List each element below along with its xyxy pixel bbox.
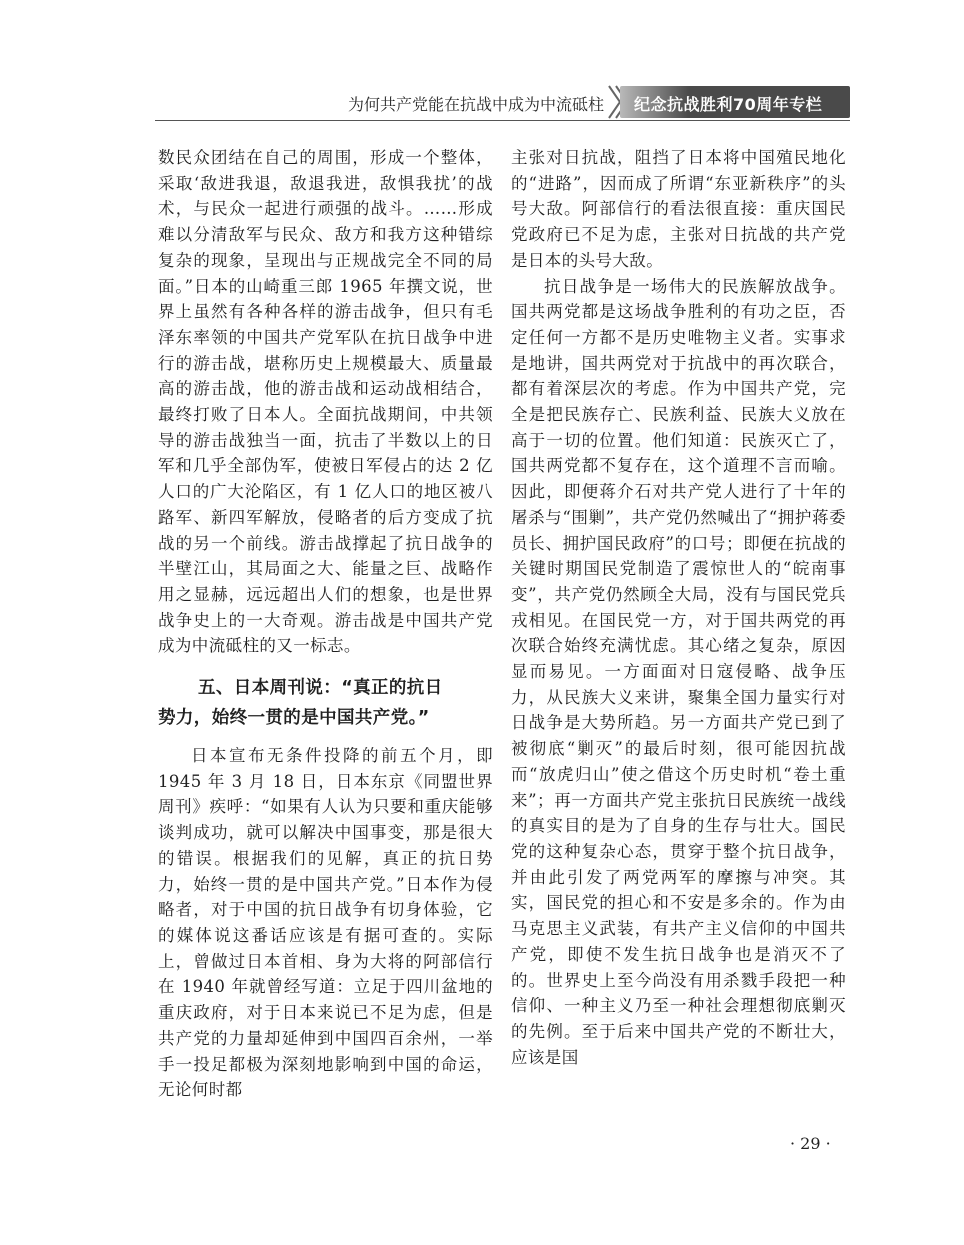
right-column xyxy=(511,145,846,1070)
right-paragraph-1: 主张对日抗战，阻挡了日本将中国殖民地化的“进路”，因而成了所谓“东亚新秩序”的头号大敌。阿部信行的看法很直接：重庆国民党政府已不足为虑，主张对日抗战的共产党是日本的头号大敌。 xyxy=(511,148,846,270)
left-column xyxy=(158,145,493,1103)
right-paragraph-2: 抗日战争是一场伟大的民族解放战争。国共两党都是这场战争胜利的有功之臣，否定任何一方都不是历史唯物主义者。实事求是地讲，国共两党对于抗战中的再次联合，都有着深层次的考虑。作为中国共产党，完全是把民族存亡、民族利益、民族大义放在高于一切的位置。他们知道：民族灭亡了，国共两党都不复存在，这个道理不言而喻。因此，即便蒋介石对共产党人进行了十年的屠杀与“围剿”，共产党仍然喊出了“拥护蒋委员长、拥护国民政府”的口号；即便在抗战的关键时期国民党制造了震惊世人的“皖南事变”，共产党仍然顾全大局，没有与国民党兵戎相见。在国民党一方，对于国共两党的再次联合始终充满忧虑。其心绪之复杂，原因显而易见。一方面面对日寇侵略、战争压力，从民族大义来讲，聚集全国力量实行对日战争是大势所趋。另一方面共产党已到了被彻底“剿灭”的最后时刻，很可能因抗战而“放虎归山”使之借这个历史时机“卷土重来”；再一方面共产党主张抗日民族统一战线的真实目的是为了自身的生存与壮大。国民党的这种复杂心态，贯穿于整个抗日战争，并由此引发了两党两军的摩擦与冲突。其实，国民党的担心和不安是多余的。作为由马克思主义武装，有共产主义信仰的中国共产党，即使不发生抗日战争也是消灭不了的。世界史上至今尚没有用杀戮手段把一种信仰、一种主义乃至一种社会理想彻底剿灭的先例。至于后来中国共产党的不断壮大，应该是国 xyxy=(511,276,846,1067)
left-paragraph-1: 数民众团结在自己的周围，形成一个整体，采取‘敌进我退，敌退我进，敌惧我扰’的战术，与民众一起进行顽强的战斗。……形成难以分清敌军与民众、敌方和我方这种错综复杂的现象，呈现出与正规战完全不同的局面。”日本的山崎重三郎 1965 年撰文说，世界上虽然有各种各样的游击战争，但只有毛泽东率领的中国共产党军队在抗日战争中进行的游击战，堪称历史上规模最大、质量最高的游击战，他的游击战和运动战相结合，最终打败了日本人。全面抗战期间，中共领导的游击战独当一面，抗击了半数以上的日军和几乎全部伪军，使被日军侵占的达 2 亿人口的广大沦陷区，有 1 亿人口的地区被八路军、新四军解放，侵略者的后方变成了抗战的另一个前线。游击战撑起了抗日战争的半壁江山，其局面之大、能量之巨、战略作用之显赫，远远超出人们的想象，也是世界战争史上的一大奇观。游击战是中国共产党成为中流砥柱的又一标志。 xyxy=(158,148,493,656)
left-paragraph-2: 日本宣布无条件投降的前五个月，即 1945 年 3 月 18 日，日本东京《同盟世界周刊》疾呼：“如果有人认为只要和重庆能够谈判成功，就可以解决中国事变，那是很大的错误。根据我们的见解，真正的抗日势力，始终一贯的是中国共产党。”日本作为侵略者，对于中国的抗日战争有切身体验，它的媒体说这番话应该是有据可查的。实际上，曾做过日本首相、身为大将的阿部信行在 1940 年就曾经写道：立足于四川盆地的重庆政府，对于日本来说已不足为虑，但是共产党的力量却延伸到中国四百余州，一举手一投足都极为深刻地影响到中国的命运，无论何时都 xyxy=(158,746,493,1100)
section-heading xyxy=(158,673,493,733)
section-heading-line-2: 势力，始终一贯的是中国共产党。” xyxy=(158,708,430,729)
running-title: 为何共产党能在抗战中成为中流砥柱 xyxy=(347,95,604,114)
page-number: · 29 · xyxy=(790,1134,831,1153)
header-divider xyxy=(155,120,850,121)
page-header xyxy=(0,0,964,140)
column-banner-text: 纪念抗战胜利70周年专栏 xyxy=(634,95,823,114)
section-heading-line-1: 五、日本周刊说：“真正的抗日 xyxy=(198,678,443,699)
